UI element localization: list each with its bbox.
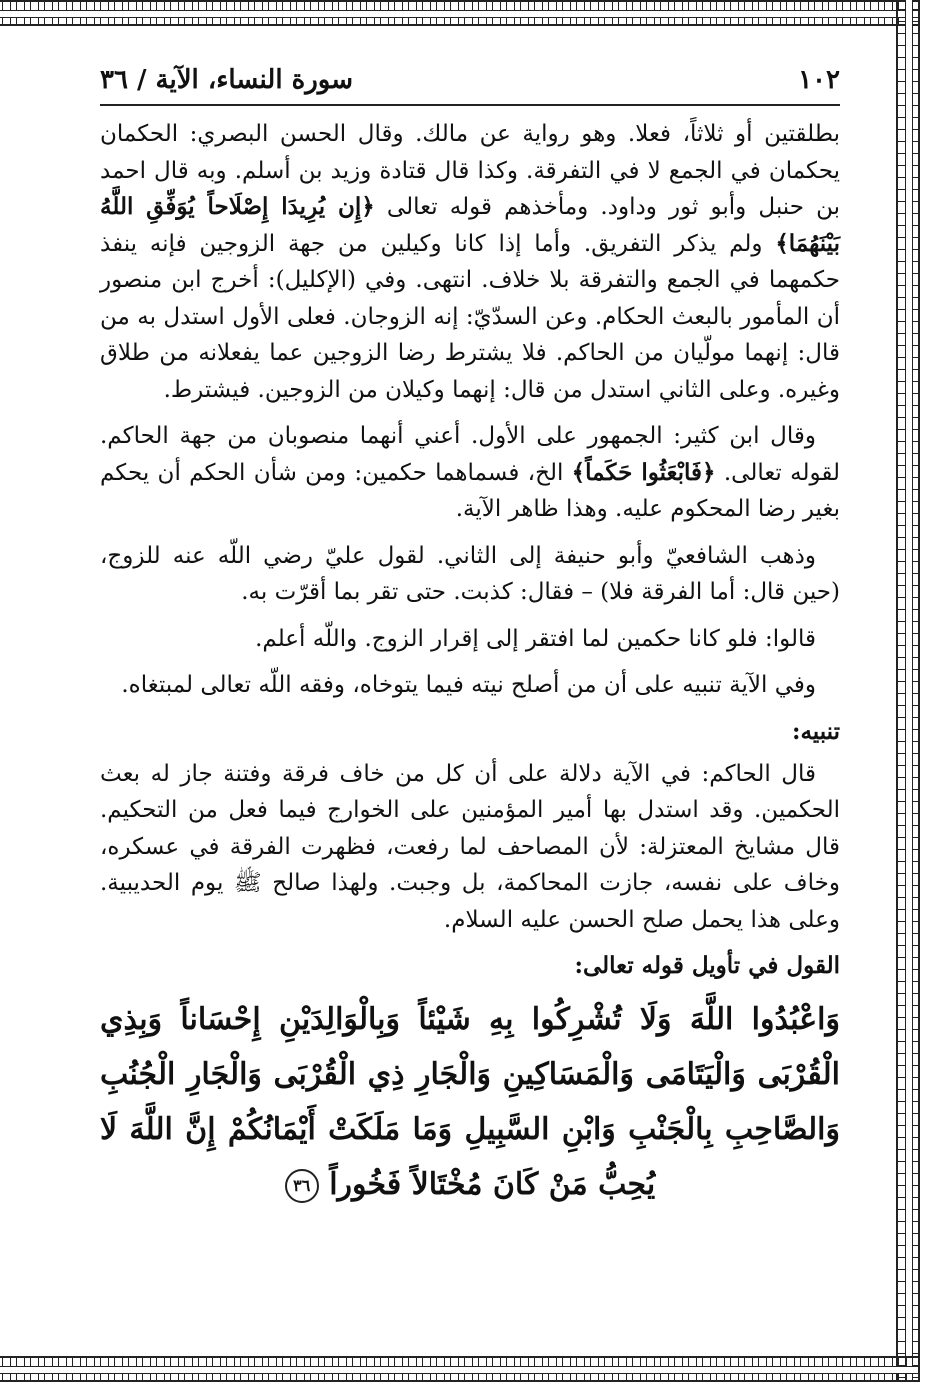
paragraph — [100, 418, 840, 528]
paragraph-text: وذهب الشافعيّ وأبو حنيفة إلى الثاني. لقول عليّ رضي اللّه عنه للزوج، (حين قال: أما الفرقة فلا) – فقال: كذبت. حتى تقر بما أقرّت به. — [100, 542, 840, 605]
verse-text: وَاعْبُدُوا اللَّهَ وَلَا تُشْرِكُوا بِهِ شَيْئاً وَبِالْوَالِدَيْنِ إِحْسَاناً وَبِذِي الْقُرْبَى وَالْيَتَامَى وَالْمَسَاكِينِ وَالْجَارِ ذِي الْقُرْبَى وَالْجَارِ الْجُنُبِ وَالصَّاحِبِ بِالْجَنْبِ وَابْنِ السَّبِيلِ وَمَا مَلَكَتْ أَيْمَانُكُمْ إِنَّ اللَّهَ لَا يُحِبُّ مَنْ كَانَ مُخْتَالاً فَخُوراً — [100, 1002, 840, 1202]
paragraph — [100, 667, 840, 704]
paragraph-text: وفي الآية تنبيه على أن من أصلح نيته فيما يتوخاه، وفقه اللّه تعالى لمبتغاه. — [121, 672, 816, 698]
paragraph-text: ولم يذكر التفريق. وأما إذا كانا وكيلين من جهة الزوجين فإنه ينفذ حكمهما في الجمع والتفرقة بلا خلاف. انتهى. وفي (الإكليل): أخرج ابن منصور أن المأمور بالبعث الحكام. وعن السدّيّ: إنه الزوجان. فعلى الأول استدل به من قال: إنهما مولّيان من الحاكم. فلا يشترط رضا الزوجين عما يفعلانه من طلاق وغيره. وعلى الثاني استدل من قال: إنهما وكيلان من الزوجين. فيشترط. — [100, 230, 840, 403]
paragraph — [100, 116, 840, 408]
paragraph — [100, 756, 840, 939]
page-number: ١٠٢ — [798, 65, 840, 95]
paragraph — [100, 621, 840, 658]
paragraph — [100, 538, 840, 611]
paragraph-text: وقال ابن كثير: الجمهور على الأول. أعني أنهما منصوبان من جهة الحاكم. لقوله تعالى. — [100, 423, 840, 486]
running-header — [100, 60, 840, 106]
commentary-body — [100, 116, 840, 704]
page-content — [100, 60, 840, 1212]
quran-quote: ﴿إِن يُرِيدَا إِصْلَاحاً يُوَفِّقِ اللَّهُ بَيْنَهُمَا﴾ — [100, 193, 840, 257]
quran-quote: ﴿فَابْعَثُوا حَكَماً﴾ — [571, 458, 716, 486]
commentary-body-2 — [100, 756, 840, 939]
bottom-ornamental-border — [0, 1356, 918, 1382]
paragraph-text: بطلقتين أو ثلاثاً، فعلا. وهو رواية عن مالك. وقال الحسن البصري: الحكمان يحكمان في الجمع لا في التفرقة. وكذا قال قتادة وزيد بن أسلم. وبه قال احمد بن حنبل وأبو ثور وداود. ومأخذهم قوله تعالى — [100, 121, 840, 220]
paragraph-text: الخ، فسماهما حكمين: ومن شأن الحكم أن يحكم بغير رضا المحكوم عليه. وهذا ظاهر الآية. — [100, 459, 840, 522]
paragraph-text: قالوا: فلو كانا حكمين لما افتقر إلى إقرار الزوج. واللّه أعلم. — [255, 625, 816, 652]
quran-verse — [100, 992, 840, 1212]
tanbih-heading: تنبيه: — [791, 717, 840, 745]
surah-title: سورة النساء، الآية / ٣٦ — [100, 65, 353, 95]
top-ornamental-border — [0, 0, 918, 26]
interpretation-heading: القول في تأويل قوله تعالى: — [574, 952, 840, 979]
ayah-number-marker: ٣٦ — [285, 1169, 319, 1203]
paragraph-text: قال الحاكم: في الآية دلالة على أن كل من خاف فرقة وفتنة جاز له بعث الحكمين. وقد استدل بها أمير المؤمنين على الخوارج فيما فعل من التحكيم. قال مشايخ المعتزلة: لأن المصاحف لما رفعت، فظهرت الفرقة في عسكره، وخاف على نفسه، جازت المحاكمة، بل وجبت. ولهذا صالح ﷺ يوم الحديبية. وعلى هذا يحمل صلح الحسن عليه السلام. — [100, 760, 840, 933]
right-ornamental-border — [896, 0, 920, 1382]
